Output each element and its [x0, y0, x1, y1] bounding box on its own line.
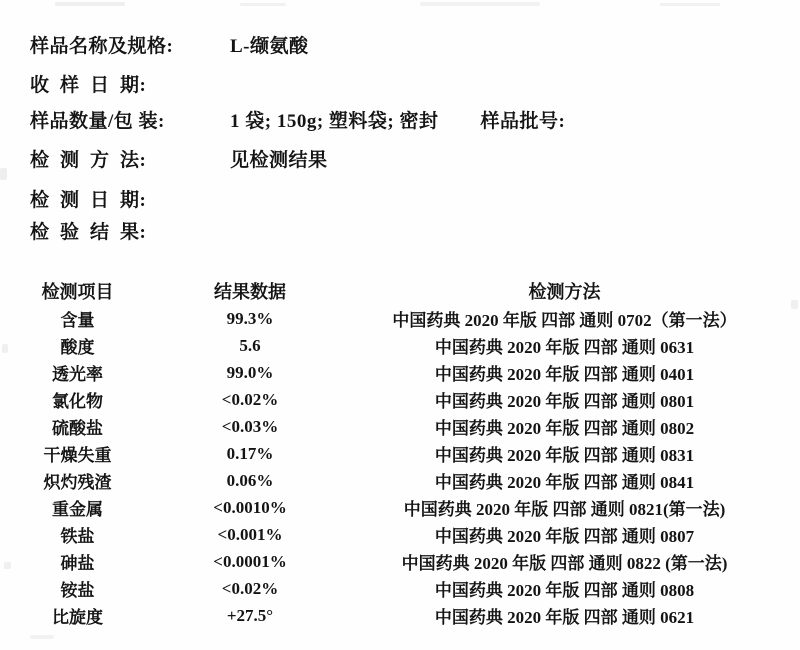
test-item: 炽灼残渣 [43, 473, 112, 492]
table-row [0, 305, 800, 332]
test-result: <0.0001% [213, 551, 287, 571]
table-row [0, 548, 800, 575]
results-table [0, 276, 800, 629]
test-method: 中国药典 2020 年版 四部 通则 0702（第一法） [392, 311, 737, 330]
column-header-result: 结果数据 [214, 281, 286, 302]
test-item: 比旋度 [52, 608, 103, 627]
table-row [0, 494, 800, 521]
field-receive-date [30, 71, 792, 97]
test-method: 中国药典 2020 年版 四部 通则 0831 [434, 446, 695, 465]
test-item: 砷盐 [60, 554, 95, 573]
test-item: 重金属 [52, 500, 103, 519]
field-test-result [30, 218, 792, 244]
scan-artifact [0, 168, 7, 180]
test-method: 中国药典 2020 年版 四部 通则 0801 [434, 392, 695, 411]
test-item: 硫酸盐 [52, 419, 103, 438]
table-row [0, 521, 800, 548]
scan-artifact [660, 3, 720, 6]
test-method: 中国药典 2020 年版 四部 通则 0631 [434, 338, 695, 357]
scan-artifact [30, 635, 54, 639]
test-result: 0.17% [226, 443, 274, 463]
test-method: 中国药典 2020 年版 四部 通则 0822 (第一法) [401, 554, 728, 573]
sample-info-section [30, 32, 792, 244]
table-row [0, 467, 800, 494]
table-row [0, 332, 800, 359]
test-method: 中国药典 2020 年版 四部 通则 0401 [434, 365, 695, 384]
test-result: <0.001% [217, 524, 283, 544]
test-result: <0.02% [221, 578, 279, 598]
field-label: 样品名称及规格: [30, 36, 174, 57]
test-result: +27.5° [226, 605, 274, 625]
test-result: 5.6 [239, 335, 261, 355]
field-batch-number-label: 样品批号: [480, 111, 566, 132]
table-row [0, 602, 800, 629]
table-row [0, 386, 800, 413]
test-result: 99.3% [226, 308, 274, 328]
test-item: 含量 [60, 311, 95, 330]
test-method: 中国药典 2020 年版 四部 通则 0621 [434, 608, 695, 627]
scan-artifact [240, 3, 286, 6]
test-result: <0.03% [221, 416, 279, 436]
field-label: 检 测 日 期: [30, 190, 147, 211]
test-item: 铁盐 [60, 527, 95, 546]
column-header-method: 检测方法 [528, 281, 601, 302]
field-value: 1 袋; 150g; 塑料袋; 密封 [230, 111, 439, 132]
test-method: 中国药典 2020 年版 四部 通则 0821(第一法) [403, 500, 726, 519]
field-sample-name [30, 32, 792, 58]
results-table-header [0, 276, 800, 305]
test-method: 中国药典 2020 年版 四部 通则 0808 [434, 581, 695, 600]
table-row [0, 359, 800, 386]
field-test-date [30, 186, 792, 212]
column-header-item: 检测项目 [41, 281, 114, 302]
field-label: 样品数量/包 装: [30, 111, 165, 132]
scan-artifact [55, 2, 125, 6]
test-item: 干燥失重 [43, 446, 112, 465]
field-test-method [30, 146, 792, 172]
test-item: 氯化物 [52, 392, 103, 411]
scan-artifact [420, 2, 540, 6]
table-row [0, 440, 800, 467]
field-label: 收 样 日 期: [30, 75, 147, 96]
test-result: 0.06% [226, 470, 274, 490]
test-item: 酸度 [60, 338, 95, 357]
table-row [0, 413, 800, 440]
field-label: 检 验 结 果: [30, 222, 147, 243]
field-value: 见检测结果 [230, 150, 328, 171]
test-result: <0.02% [221, 389, 279, 409]
test-result: <0.0010% [213, 497, 287, 517]
test-method: 中国药典 2020 年版 四部 通则 0841 [434, 473, 695, 492]
table-row [0, 575, 800, 602]
field-value: L-缬氨酸 [230, 36, 309, 57]
test-method: 中国药典 2020 年版 四部 通则 0807 [434, 527, 695, 546]
test-method: 中国药典 2020 年版 四部 通则 0802 [434, 419, 695, 438]
test-result: 99.0% [226, 362, 274, 382]
test-item: 铵盐 [60, 581, 95, 600]
test-item: 透光率 [52, 365, 103, 384]
field-label: 检 测 方 法: [30, 150, 147, 171]
field-quantity-packaging [30, 107, 792, 133]
